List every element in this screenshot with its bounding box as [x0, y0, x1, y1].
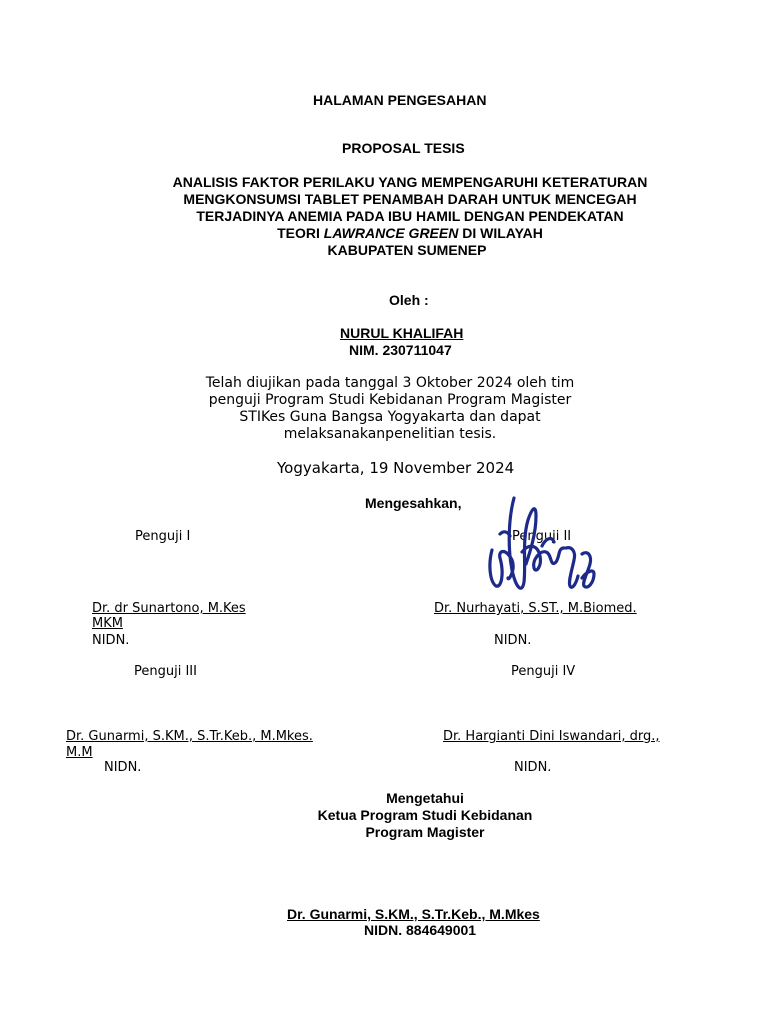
penguji-3-nidn: NIDN. — [104, 760, 142, 775]
title-line-4-italic: LAWRANCE GREEN — [323, 225, 459, 241]
penguji-4-nidn: NIDN. — [514, 760, 552, 775]
approval-role-line-2: Program Magister — [365, 824, 485, 840]
statement-line-4: melaksanakanpenelitian tesis. — [283, 426, 497, 442]
penguji-1-label: Penguji I — [135, 529, 191, 544]
mengetahui-label: Mengetahui — [386, 790, 464, 806]
title-line-5: KABUPATEN SUMENEP — [327, 242, 487, 258]
penguji-2-nidn: NIDN. — [494, 633, 532, 648]
approval-block — [290, 790, 560, 841]
title-line-2: MENGKONSUMSI TABLET PENAMBAH DARAH UNTUK MENCEGAH — [183, 191, 637, 207]
statement-paragraph — [180, 375, 600, 443]
penguji-1-name-suffix: MKM — [92, 616, 123, 631]
place-date: Yogyakarta, 19 November 2024 — [277, 459, 515, 477]
approval-name: Dr. Gunarmi, S.KM., S.Tr.Keb., M.Mkes — [287, 906, 540, 922]
title-line-4 — [100, 225, 720, 242]
page-title: HALAMAN PENGESAHAN — [313, 92, 487, 108]
title-line-3: TERJADINYA ANEMIA PADA IBU HAMIL DENGAN PENDEKATAN — [196, 208, 624, 224]
handwritten-signature — [478, 490, 608, 610]
author-nim: NIM. 230711047 — [349, 342, 452, 358]
penguji-3-label: Penguji III — [134, 664, 197, 679]
title-line-1: ANALISIS FAKTOR PERILAKU YANG MEMPENGARUHI KETERATURAN — [172, 174, 648, 190]
document-type: PROPOSAL TESIS — [342, 140, 465, 156]
penguji-3-name-suffix: M.M — [66, 745, 93, 760]
statement-line-2: penguji Program Studi Kebidanan Program Magister — [208, 392, 572, 408]
approval-role-line-1: Ketua Program Studi Kebidanan — [317, 807, 533, 823]
penguji-1-nidn: NIDN. — [92, 633, 130, 648]
penguji-2-name: Dr. Nurhayati, S.ST., M.Biomed. — [434, 601, 637, 616]
statement-line-3: STIKes Guna Bangsa Yogyakarta dan dapat — [239, 409, 541, 425]
penguji-3-name: Dr. Gunarmi, S.KM., S.Tr.Keb., M.Mkes. — [66, 729, 313, 744]
title-line-4-suffix: DI WILAYAH — [458, 225, 543, 241]
mengesahkan-label: Mengesahkan, — [365, 495, 462, 511]
thesis-title — [100, 174, 720, 259]
author-name: NURUL KHALIFAH — [340, 325, 464, 341]
penguji-1-name: Dr. dr Sunartono, M.Kes — [92, 601, 246, 616]
penguji-4-label: Penguji IV — [511, 664, 576, 679]
statement-line-1: Telah diujikan pada tanggal 3 Oktober 2024 oleh tim — [205, 375, 575, 391]
oleh-label: Oleh : — [389, 292, 429, 308]
title-line-4-prefix: TEORI — [277, 225, 324, 241]
penguji-2-label: Penguji II — [512, 529, 572, 544]
approval-nidn: NIDN. 884649001 — [364, 922, 477, 938]
penguji-4-name: Dr. Hargianti Dini Iswandari, drg., — [443, 729, 660, 744]
